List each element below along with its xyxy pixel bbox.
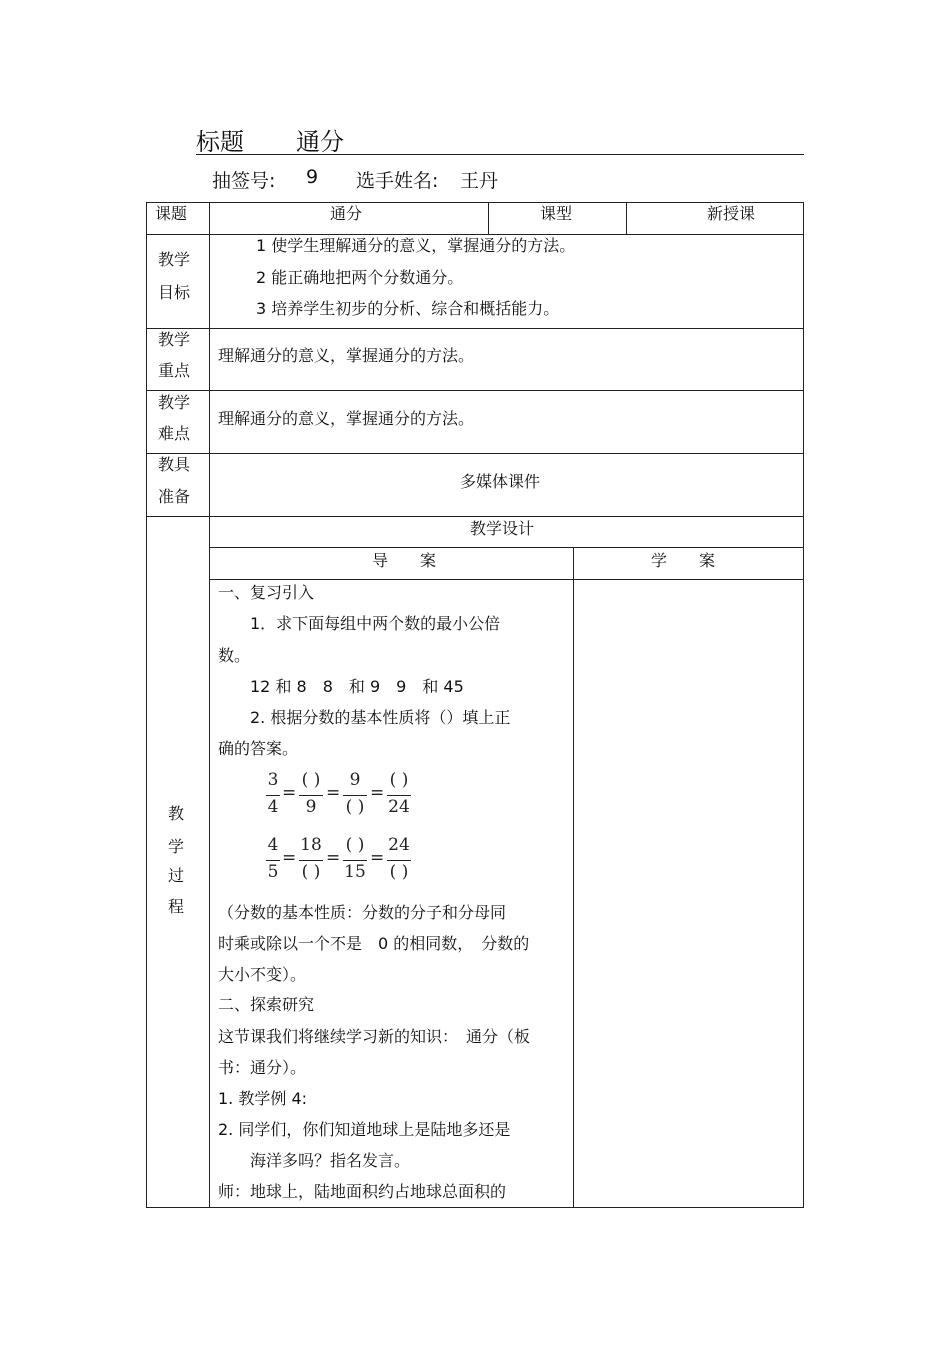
- lesson-type-value: 新授课: [707, 204, 756, 223]
- tools-label-line-2: 准备: [158, 487, 191, 506]
- denominator: 24: [388, 797, 410, 817]
- denominator: 9: [305, 797, 317, 817]
- lesson-type-label: 课型: [540, 204, 573, 223]
- guide-line: （分数的基本性质：分数的分子和分母同: [218, 903, 507, 922]
- key-label-line-2: 重点: [158, 361, 191, 380]
- numerator: ( ): [301, 770, 321, 790]
- guide-line: 这节课我们将继续学习新的知识： 通分（板: [218, 1027, 531, 1046]
- numerator: 9: [349, 770, 361, 790]
- difficulty-text: 理解通分的意义，掌握通分的方法。: [218, 409, 475, 428]
- study-header: 学 案: [651, 551, 716, 570]
- guide-line: 1. 教学例 4:: [218, 1089, 308, 1108]
- fraction-equation-2: 4 5 = 18 ( ) = ( ) 15 = 24 ( ): [262, 835, 422, 885]
- guide-line: 2. 根据分数的基本性质将（）填上正: [218, 708, 511, 727]
- key-points-text: 理解通分的意义，掌握通分的方法。: [218, 346, 475, 365]
- contestant-name-label: 选手姓名:: [356, 170, 439, 192]
- lot-value: 9: [306, 166, 319, 188]
- guide-line: 1．求下面每组中两个数的最小公倍: [218, 614, 501, 633]
- guide-line: 大小不变）。: [218, 965, 307, 984]
- guide-line: 书：通分）。: [218, 1058, 307, 1077]
- title-value: 通分: [296, 128, 344, 156]
- guide-line: 12 和 8 8 和 9 9 和 45: [218, 677, 464, 696]
- goal-item: 3 培养学生初步的分析、综合和概括能力。: [256, 299, 560, 318]
- guide-line: 数。: [218, 646, 251, 665]
- design-header: 教学设计: [470, 519, 535, 538]
- topic-value: 通分: [330, 204, 363, 223]
- lot-label: 抽签号:: [212, 170, 276, 192]
- denominator: ( ): [389, 862, 409, 882]
- numerator: 4: [267, 835, 279, 855]
- denominator: 4: [267, 797, 279, 817]
- numerator: 3: [267, 770, 279, 790]
- process-label-char: 教: [168, 804, 185, 823]
- goals-label-line-1: 教学: [158, 250, 191, 269]
- difficulty-label-line-1: 教学: [158, 393, 191, 412]
- goal-item: 2 能正确地把两个分数通分。: [256, 268, 464, 287]
- process-label-char: 过: [168, 866, 185, 885]
- contestant-name-value: 王丹: [460, 170, 499, 192]
- guide-line: 师：地球上，陆地面积约占地球总面积的: [218, 1182, 507, 1201]
- denominator: ( ): [301, 862, 321, 882]
- title-rule: [196, 120, 804, 155]
- difficulty-label-line-2: 难点: [158, 424, 191, 443]
- tools-text: 多媒体课件: [460, 472, 541, 491]
- guide-line: 一、复习引入: [218, 583, 315, 602]
- process-label-char: 学: [168, 837, 185, 856]
- numerator: ( ): [389, 770, 409, 790]
- goal-item: 1 使学生理解通分的意义，掌握通分的方法。: [256, 236, 576, 255]
- numerator: 24: [388, 835, 410, 855]
- guide-line: 确的答案。: [218, 739, 299, 758]
- denominator: 5: [267, 862, 279, 882]
- guide-line: 2. 同学们，你们知道地球上是陆地多还是: [218, 1120, 511, 1139]
- numerator: ( ): [345, 835, 365, 855]
- topic-label: 课题: [155, 204, 188, 223]
- process-label-char: 程: [168, 897, 185, 916]
- denominator: 15: [344, 862, 366, 882]
- title-label: 标题: [196, 128, 244, 156]
- fraction-equation-1: 3 4 = ( ) 9 = 9 ( ) = ( ) 24: [262, 770, 422, 820]
- denominator: ( ): [345, 797, 365, 817]
- key-label-line-1: 教学: [158, 330, 191, 349]
- goals-label-line-2: 目标: [158, 283, 191, 302]
- numerator: 18: [300, 835, 322, 855]
- guide-line: 二、探索研究: [218, 995, 315, 1014]
- guide-line: 海洋多吗？指名发言。: [218, 1151, 411, 1170]
- guide-header: 导 案: [372, 551, 437, 570]
- guide-line: 时乘或除以一个不是 0 的相同数， 分数的: [218, 934, 530, 953]
- tools-label-line-1: 教具: [158, 455, 191, 474]
